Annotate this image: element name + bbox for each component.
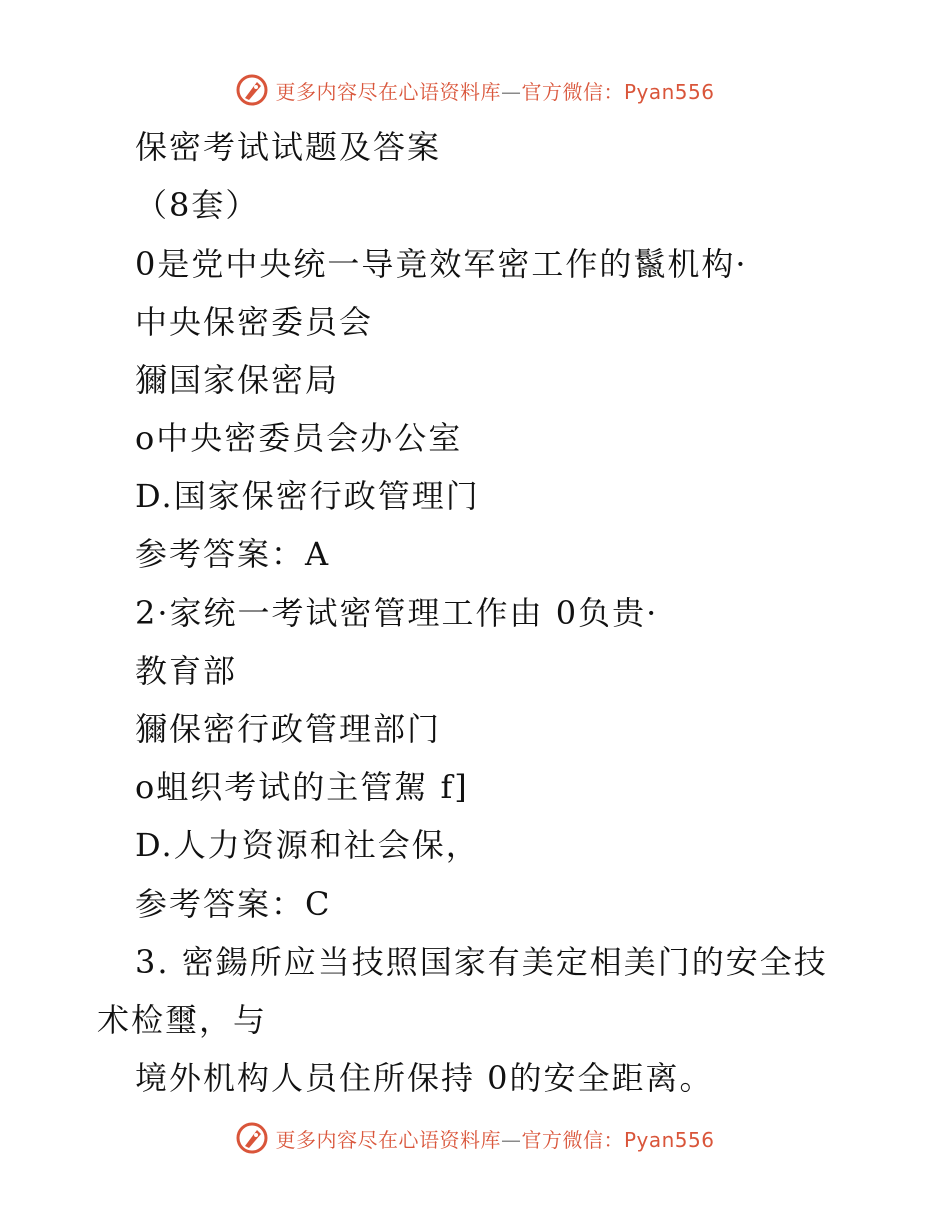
doc-subtitle: （8套） (135, 186, 260, 224)
question-1-option-d: D.国家保密行政管理门 (135, 477, 480, 515)
footer-watermark (0, 1118, 950, 1158)
watermark-wechat-text: 官方微信：Pyan556 (521, 79, 715, 104)
question-2-option-c: o蛆织考试的主管駕 f] (135, 768, 469, 806)
footer-watermark-text (275, 1124, 714, 1153)
question-1-option-a: 中央保密委员会 (135, 303, 374, 341)
question-2-option-d: D.人力资源和社会保， (135, 826, 480, 864)
watermark-wechat-text: 官方微信：Pyan556 (521, 1127, 715, 1152)
question-2-option-a: 教育部 (135, 652, 238, 690)
question-3-text-line-2: 术检璽，与 (97, 1001, 268, 1039)
pen-nib-logo-icon (235, 1121, 269, 1155)
question-2-answer: 参考答案：C (135, 885, 332, 923)
watermark-separator: — (500, 1127, 522, 1152)
question-1-option-b: 獮国家保密局 (135, 361, 340, 399)
footer-watermark-inner (235, 1121, 714, 1155)
watermark-site-text: 更多内容尽在心语资料库 (275, 79, 501, 104)
question-2-option-b: 獮保密行政管理部门 (135, 710, 442, 748)
question-1-text: 0是党中央统一导竟效军密工作的鬣机构· (135, 245, 748, 283)
watermark-separator: — (500, 79, 522, 104)
question-3-text-line-3: 境外机构人员住所保持 0的安全距离。 (135, 1059, 714, 1097)
question-2-text: 2·家统一考试密管理工作由 0负贵· (135, 594, 659, 632)
doc-title: 保密考试试题及答案 (135, 128, 442, 166)
question-1-option-c: o中央密委员会办公室 (135, 419, 463, 457)
watermark-site-text: 更多内容尽在心语资料库 (275, 1127, 501, 1152)
question-3-text-line-1: 3. 密鍚所应当技照国家有美定相美门的安全技 (135, 943, 828, 981)
question-1-answer: 参考答案：A (135, 535, 331, 573)
